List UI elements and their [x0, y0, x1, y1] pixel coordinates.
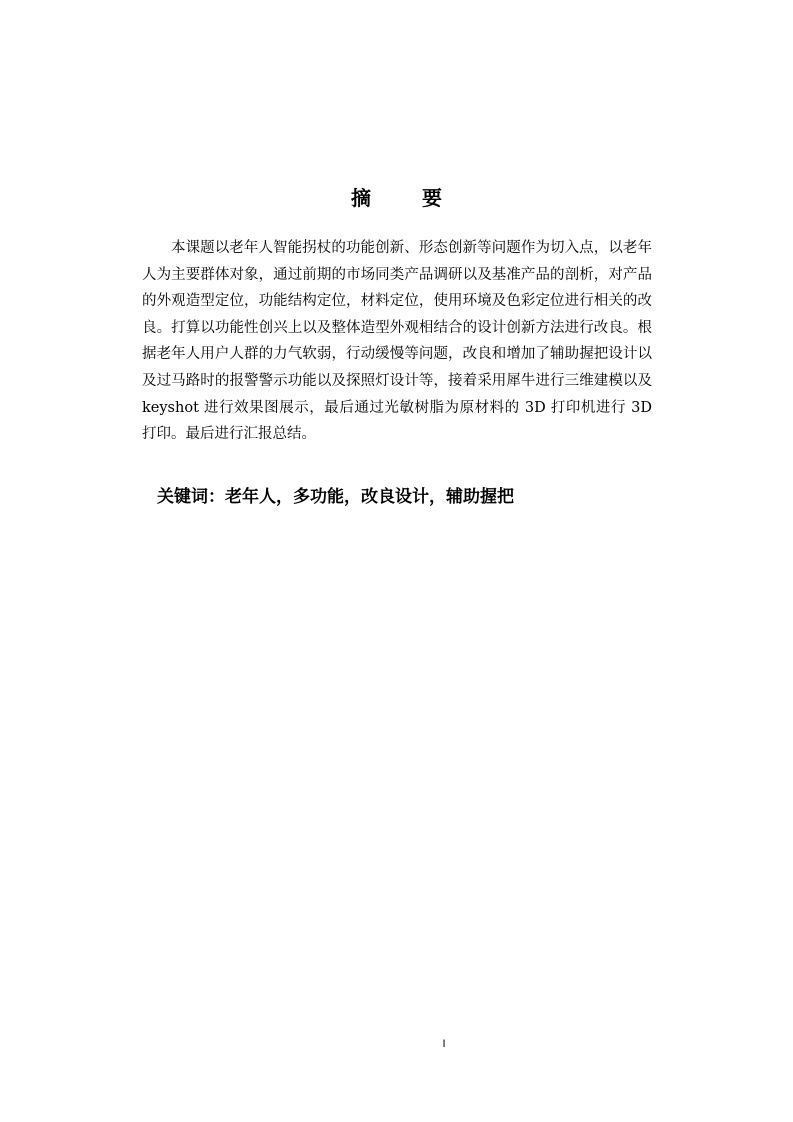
page-number: I	[442, 1038, 446, 1050]
abstract-body: 本课题以老年人智能拐杖的功能创新、形态创新等问题作为切入点，以老年人为主要群体对象，通过前期的市场同类产品调研以及基准产品的剖析，对产品的外观造型定位，功能结构定位，材料定位，使用环境及色彩定位进行相关的改良。打算以功能性创兴上以及整体造型外观相结合的设计创新方法进行改良。根据老年人用户人群的力气软弱，行动缓慢等问题，改良和增加了辅助握把设计以及过马路时的报警警示功能以及探照灯设计等，接着采用犀牛进行三维建模以及 keyshot 进行效果图展示，最后通过光敏树脂为原材料的 3D 打印机进行 3D 打印。最后进行汇报总结。	[142, 240, 652, 443]
keywords-line: 关键词：老年人，多功能，改良设计，辅助握把	[157, 487, 514, 507]
abstract-title: 摘 要	[351, 186, 464, 210]
